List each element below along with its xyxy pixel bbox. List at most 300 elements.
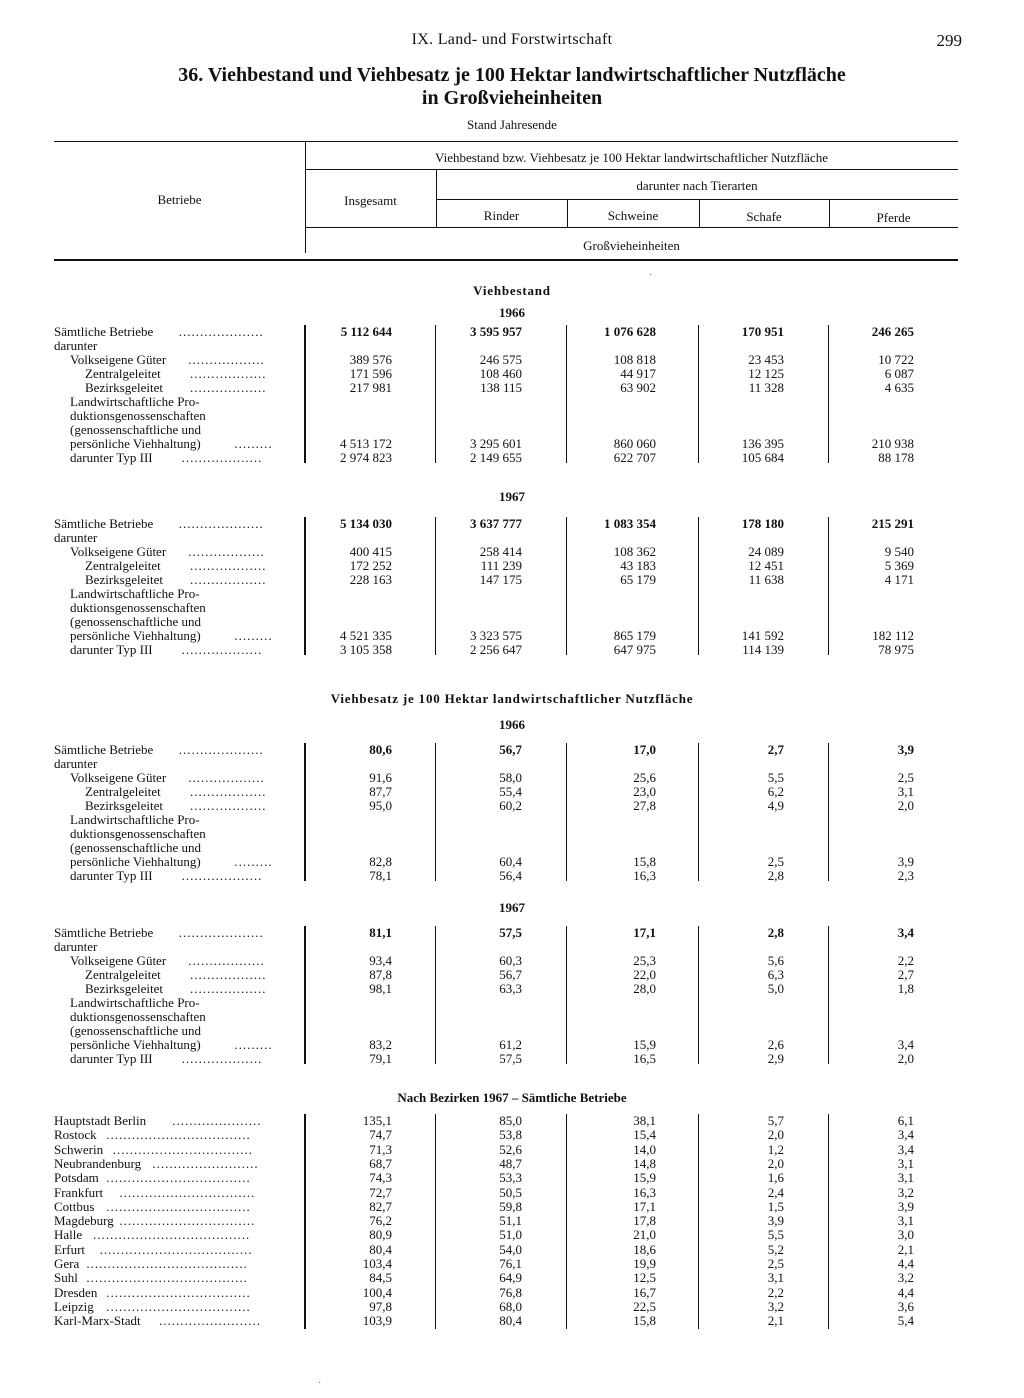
cell-value: 88 178 (878, 450, 914, 465)
row-label: darunter Typ III (70, 1051, 153, 1066)
row-label: darunter (54, 338, 98, 353)
header-rule-bottom (54, 259, 958, 261)
cell-value: 54,0 (499, 1241, 522, 1257)
cell-value: 2,5 (767, 1256, 784, 1271)
cell-value: 2 974 823 (340, 450, 392, 465)
row-label: (genossenschaftliche und (70, 614, 202, 629)
cell-value: 5 369 (884, 558, 914, 573)
cell-value: 1,2 (767, 1141, 784, 1157)
cell-value: 10 722 (878, 352, 914, 367)
row-label: Zentralgeleitet (85, 366, 161, 381)
cell-value: 108 460 (479, 366, 522, 381)
cell-value: 6,2 (767, 784, 784, 799)
header-rule-top (54, 141, 958, 142)
row-label: Sämtliche Betriebe (54, 324, 154, 339)
cell-value: 76,2 (369, 1213, 392, 1229)
cell-value: 23,0 (633, 784, 656, 799)
row-label: Bezirksgeleitet (85, 798, 163, 813)
cell-value: 87,8 (369, 967, 392, 982)
cell-value: 2,1 (897, 1241, 914, 1257)
cell-value: 860 060 (613, 436, 656, 451)
cell-value: 171 596 (349, 366, 392, 381)
row-label: duktionsgenossenschaften (70, 1009, 206, 1024)
cell-value: 98,1 (369, 981, 392, 996)
cell-value: 111 239 (480, 558, 522, 573)
row-label: duktionsgenossenschaften (70, 826, 206, 841)
cell-value: 2,7 (897, 967, 914, 982)
row-label: Dresden (54, 1284, 98, 1300)
cell-value: 136 395 (741, 436, 784, 451)
leader-dots: .................................... (99, 1241, 253, 1257)
section-title: Viehbestand (473, 283, 551, 298)
row-label: darunter Typ III (70, 868, 153, 883)
cell-value: 64,9 (499, 1270, 522, 1286)
cell-value: 38,1 (633, 1113, 656, 1128)
table-row (0, 841, 1024, 855)
cell-value: 58,0 (499, 770, 522, 785)
cell-value: 78,1 (369, 868, 392, 883)
cell-value: 3,1 (897, 784, 914, 799)
cell-value: 3,1 (767, 1270, 784, 1286)
leader-dots: ................... (181, 1051, 263, 1066)
cell-value: 16,3 (633, 868, 656, 883)
row-label: Bezirksgeleitet (85, 380, 163, 395)
column-divider-0 (304, 325, 306, 463)
cell-value: 3,9 (897, 742, 914, 757)
table-row (0, 545, 1024, 559)
cell-value: 170 951 (741, 324, 784, 339)
table-row (0, 771, 1024, 785)
row-label: darunter (54, 939, 98, 954)
cell-value: 2,8 (767, 868, 784, 883)
row-label: Volkseigene Güter (70, 953, 167, 968)
bezirk-column-divider-0 (304, 1114, 306, 1329)
cell-value: 55,4 (499, 784, 522, 799)
leader-dots: ................................ (119, 1184, 256, 1200)
column-divider-1 (435, 325, 436, 463)
cell-value: 389 576 (349, 352, 392, 367)
year-label: 1967 (499, 489, 525, 504)
cell-value: 2 256 647 (470, 642, 522, 657)
leader-dots: ................... (181, 868, 263, 883)
leader-dots: .................... (178, 742, 264, 757)
row-label: darunter (54, 530, 98, 545)
cell-value: 85,0 (499, 1113, 522, 1128)
cell-value: 84,5 (369, 1270, 392, 1286)
column-divider-0 (304, 743, 306, 881)
row-label: persönliche Viehhaltung) (70, 628, 201, 643)
cell-value: 74,7 (369, 1127, 392, 1143)
cell-value: 63,3 (499, 981, 522, 996)
row-label: Zentralgeleitet (85, 784, 161, 799)
table-title (0, 64, 1024, 110)
table-row (0, 325, 1024, 339)
cell-value: 56,7 (499, 967, 522, 982)
table-row (0, 367, 1024, 381)
cell-value: 5,7 (767, 1113, 784, 1128)
cell-value: 14,0 (633, 1141, 656, 1157)
row-label: Bezirksgeleitet (85, 981, 163, 996)
cell-value: 4,9 (767, 798, 784, 813)
cell-value: 172 252 (349, 558, 392, 573)
cell-value: 16,7 (633, 1284, 656, 1300)
table-row (0, 996, 1024, 1010)
cell-value: 622 707 (613, 450, 656, 465)
cell-value: 2,0 (897, 1051, 914, 1066)
leader-dots: .................................. (106, 1298, 251, 1314)
column-divider-0 (304, 926, 306, 1064)
cell-value: 2,5 (897, 770, 914, 785)
cell-value: 79,1 (369, 1051, 392, 1066)
column-divider-2 (566, 743, 567, 881)
leader-dots: .................................. (106, 1198, 251, 1214)
bezirk-row (0, 1186, 1024, 1200)
cell-value: 647 975 (613, 642, 656, 657)
cell-value: 1,6 (767, 1170, 784, 1186)
table-row (0, 409, 1024, 423)
cell-value: 215 291 (871, 516, 914, 531)
leader-dots: .................. (190, 967, 267, 982)
bezirk-row (0, 1243, 1024, 1257)
cell-value: 1,8 (897, 981, 914, 996)
cell-value: 2,2 (767, 1284, 784, 1300)
cell-value: 246 265 (871, 324, 914, 339)
row-label: Erfurt (54, 1241, 86, 1257)
page-number: 299 (936, 31, 962, 50)
row-label: Hauptstadt Berlin (54, 1113, 147, 1128)
header-betriebe: Betriebe (157, 192, 202, 207)
row-label: Halle (54, 1227, 83, 1243)
table-row (0, 643, 1024, 657)
cell-value: 14,8 (633, 1155, 656, 1171)
table-row (0, 353, 1024, 367)
header-top-span: Viehbestand bzw. Viehbesatz je 100 Hektar landwirtschaftlicher Nutzfläche (435, 150, 828, 165)
cell-value: 108 362 (613, 544, 656, 559)
table-row (0, 954, 1024, 968)
cell-value: 182 112 (872, 628, 914, 643)
header-schafe: Schafe (746, 209, 782, 224)
cell-value: 15,8 (633, 1313, 656, 1329)
cell-value: 3 637 777 (470, 516, 522, 531)
header-insgesamt: Insgesamt (344, 193, 397, 208)
cell-value: 3,4 (897, 1141, 914, 1157)
column-divider-1 (435, 743, 436, 881)
cell-value: 246 575 (479, 352, 522, 367)
cell-value: 2,0 (897, 798, 914, 813)
bezirk-row (0, 1143, 1024, 1157)
bezirk-row (0, 1171, 1024, 1185)
row-label: persönliche Viehhaltung) (70, 1037, 201, 1052)
cell-value: 61,2 (499, 1037, 522, 1052)
cell-value: 93,4 (369, 953, 392, 968)
cell-value: 9 540 (884, 544, 914, 559)
row-label: Landwirtschaftliche Pro- (70, 812, 200, 827)
cell-value: 18,6 (633, 1241, 656, 1257)
row-label: Magdeburg (54, 1213, 114, 1229)
leader-dots: ...................................... (86, 1256, 248, 1271)
section-title-bezirke: Nach Bezirken 1967 – Sämtliche Betriebe (397, 1090, 627, 1105)
cell-value: 3,1 (897, 1213, 914, 1229)
row-label: Suhl (54, 1270, 78, 1286)
cell-value: 17,8 (633, 1213, 656, 1229)
cell-value: 22,5 (633, 1298, 656, 1314)
table-title-line2: in Großvieheinheiten (421, 87, 603, 109)
row-label: Schwerin (54, 1141, 104, 1157)
cell-value: 2,4 (767, 1184, 784, 1200)
cell-value: 3,4 (897, 1127, 914, 1143)
cell-value: 74,3 (369, 1170, 392, 1186)
cell-value: 2,0 (767, 1155, 784, 1171)
column-divider-3 (698, 517, 699, 655)
row-label: Zentralgeleitet (85, 967, 161, 982)
table-row (0, 381, 1024, 395)
cell-value: 2,0 (767, 1127, 784, 1143)
cell-value: 43 183 (620, 558, 656, 573)
leader-dots: .................. (188, 953, 265, 968)
cell-value: 3,1 (897, 1170, 914, 1186)
row-label: Karl-Marx-Stadt (54, 1313, 141, 1329)
cell-value: 57,5 (499, 925, 522, 940)
leader-dots: .................... (178, 324, 264, 339)
bezirk-row (0, 1228, 1024, 1242)
cell-value: 17,1 (633, 925, 656, 940)
cell-value: 5,5 (767, 1227, 784, 1243)
row-label: darunter Typ III (70, 450, 153, 465)
table-row (0, 615, 1024, 629)
bezirk-row (0, 1257, 1024, 1271)
cell-value: 2,6 (767, 1037, 784, 1052)
cell-value: 5,6 (767, 953, 784, 968)
cell-value: 1 083 354 (604, 516, 656, 531)
leader-dots: .................................. (106, 1127, 251, 1143)
cell-value: 57,5 (499, 1051, 522, 1066)
cell-value: 51,1 (499, 1213, 522, 1229)
column-divider-2 (566, 325, 567, 463)
chapter-title: IX. Land- und Forstwirtschaft (411, 31, 613, 48)
header-rule-darunter (436, 199, 958, 200)
cell-value: 178 180 (741, 516, 784, 531)
cell-value: 2,7 (767, 742, 784, 757)
cell-value: 12,5 (633, 1270, 656, 1286)
cell-value: 68,0 (499, 1298, 522, 1314)
cell-value: 11 328 (748, 380, 784, 395)
cell-value: 91,6 (369, 770, 392, 785)
cell-value: 60,2 (499, 798, 522, 813)
cell-value: 3 323 575 (470, 628, 522, 643)
row-label: Sämtliche Betriebe (54, 516, 154, 531)
bezirk-row (0, 1286, 1024, 1300)
cell-value: 3,1 (897, 1155, 914, 1171)
cell-value: 78 975 (878, 642, 914, 657)
cell-value: 3,2 (897, 1184, 914, 1200)
bezirk-row (0, 1214, 1024, 1228)
cell-value: 60,3 (499, 953, 522, 968)
column-divider-2 (566, 926, 567, 1064)
cell-value: 114 139 (742, 642, 784, 657)
cell-value: 12 125 (748, 366, 784, 381)
cell-value: 2 149 655 (470, 450, 522, 465)
section-title: Viehbesatz je 100 Hektar landwirtschaftlicher Nutzfläche (330, 691, 694, 706)
table-row (0, 451, 1024, 465)
cell-value: 3,6 (897, 1298, 914, 1314)
row-label: Sämtliche Betriebe (54, 925, 154, 940)
cell-value: 17,1 (633, 1198, 656, 1214)
cell-value: 3,4 (897, 925, 914, 940)
leader-dots: .................. (190, 558, 267, 573)
leader-dots: .................. (188, 770, 265, 785)
leader-dots: .................. (190, 380, 267, 395)
table-row (0, 437, 1024, 451)
cell-value: 15,4 (633, 1127, 656, 1143)
cell-value: 12 451 (748, 558, 784, 573)
table-row (0, 785, 1024, 799)
cell-value: 83,2 (369, 1037, 392, 1052)
table-row (0, 799, 1024, 813)
row-label: (genossenschaftliche und (70, 422, 202, 437)
cell-value: 53,8 (499, 1127, 522, 1143)
leader-dots: ..................................... (93, 1227, 251, 1243)
cell-value: 5,0 (767, 981, 784, 996)
bezirk-row (0, 1314, 1024, 1328)
leader-dots: .................. (190, 981, 267, 996)
row-label: Volkseigene Güter (70, 770, 167, 785)
table-title-line1: 36. Viehbestand und Viehbesatz je 100 Hektar landwirtschaftlicher Nutzfläche (178, 64, 846, 86)
cell-value: 3,0 (897, 1227, 914, 1243)
leader-dots: .................. (188, 544, 265, 559)
bezirk-column-divider-4 (828, 1114, 829, 1329)
row-label: Volkseigene Güter (70, 544, 167, 559)
cell-value: 65 179 (620, 572, 656, 587)
row-label: Landwirtschaftliche Pro- (70, 995, 200, 1010)
leader-dots: .................................. (106, 1284, 251, 1300)
cell-value: 1,5 (767, 1198, 784, 1214)
table-row (0, 1052, 1024, 1066)
cell-value: 5,2 (767, 1241, 784, 1257)
cell-value: 97,8 (369, 1298, 392, 1314)
cell-value: 2,9 (767, 1051, 784, 1066)
cell-value: 68,7 (369, 1155, 392, 1171)
header-pferde: Pferde (876, 210, 911, 225)
cell-value: 2,5 (767, 854, 784, 869)
table-row (0, 601, 1024, 615)
cell-value: 76,1 (499, 1256, 522, 1271)
print-mark: · (318, 1378, 322, 1389)
row-label: Rostock (54, 1127, 97, 1143)
cell-value: 100,4 (362, 1284, 392, 1300)
cell-value: 5 112 644 (340, 324, 392, 339)
cell-value: 4 521 335 (340, 628, 392, 643)
cell-value: 4 635 (884, 380, 914, 395)
column-divider-4 (828, 325, 829, 463)
cell-value: 3 295 601 (470, 436, 522, 451)
row-label: duktionsgenossenschaften (70, 408, 206, 423)
leader-dots: ..................... (172, 1113, 262, 1128)
cell-value: 135,1 (362, 1113, 392, 1128)
cell-value: 87,7 (369, 784, 392, 799)
leader-dots: .................... (178, 516, 264, 531)
cell-value: 15,9 (633, 1170, 656, 1186)
table-row (0, 855, 1024, 869)
year-label: 1966 (499, 717, 525, 732)
column-divider-1 (435, 926, 436, 1064)
cell-value: 6,1 (897, 1113, 914, 1128)
cell-value: 19,9 (633, 1256, 656, 1271)
cell-value: 48,7 (499, 1155, 522, 1171)
table-row (0, 869, 1024, 883)
header-rule-unit (305, 227, 958, 228)
column-divider-4 (828, 517, 829, 655)
cell-value: 21,0 (633, 1227, 656, 1243)
cell-value: 17,0 (633, 742, 656, 757)
cell-value: 72,7 (369, 1184, 392, 1200)
leader-dots: .................. (190, 798, 267, 813)
row-label: Zentralgeleitet (85, 558, 161, 573)
print-mark: · (649, 270, 653, 281)
leader-dots: ................................ (119, 1213, 256, 1229)
row-label: Bezirksgeleitet (85, 572, 163, 587)
cell-value: 80,9 (369, 1227, 392, 1243)
column-divider-1 (435, 517, 436, 655)
cell-value: 3,9 (897, 1198, 914, 1214)
cell-value: 53,3 (499, 1170, 522, 1186)
table-row (0, 940, 1024, 954)
cell-value: 50,5 (499, 1184, 522, 1200)
table-row (0, 926, 1024, 940)
column-divider-3 (698, 325, 699, 463)
table-row (0, 531, 1024, 545)
row-label: Frankfurt (54, 1184, 104, 1200)
column-divider-4 (828, 926, 829, 1064)
cell-value: 108 818 (613, 352, 656, 367)
row-label: Gera (54, 1256, 80, 1271)
bezirk-row (0, 1114, 1024, 1128)
row-label: Potsdam (54, 1170, 99, 1186)
cell-value: 2,3 (897, 868, 914, 883)
cell-value: 258 414 (479, 544, 522, 559)
row-label: Cottbus (54, 1198, 95, 1214)
leader-dots: ......... (234, 436, 273, 451)
cell-value: 27,8 (633, 798, 656, 813)
leader-dots: .................... (178, 925, 264, 940)
row-label: (genossenschaftliche und (70, 1023, 202, 1038)
cell-value: 25,6 (633, 770, 656, 785)
leader-dots: .................. (190, 784, 267, 799)
table-row (0, 629, 1024, 643)
cell-value: 3 105 358 (340, 642, 392, 657)
cell-value: 5 134 030 (340, 516, 392, 531)
bezirk-row (0, 1200, 1024, 1214)
cell-value: 24 089 (748, 544, 784, 559)
table-row (0, 395, 1024, 409)
cell-value: 210 938 (871, 436, 914, 451)
cell-value: 217 981 (349, 380, 392, 395)
leader-dots: ................... (181, 642, 263, 657)
row-label: darunter (54, 756, 98, 771)
table-row (0, 573, 1024, 587)
cell-value: 141 592 (741, 628, 784, 643)
cell-value: 59,8 (499, 1198, 522, 1214)
cell-value: 80,6 (369, 742, 392, 757)
row-label: Landwirtschaftliche Pro- (70, 394, 200, 409)
cell-value: 71,3 (369, 1141, 392, 1157)
cell-value: 6 087 (884, 366, 914, 381)
header-schweine: Schweine (607, 208, 659, 223)
leader-dots: ......... (234, 628, 273, 643)
cell-value: 25,3 (633, 953, 656, 968)
cell-value: 103,9 (362, 1313, 392, 1329)
cell-value: 52,6 (499, 1141, 522, 1157)
cell-value: 15,8 (633, 854, 656, 869)
